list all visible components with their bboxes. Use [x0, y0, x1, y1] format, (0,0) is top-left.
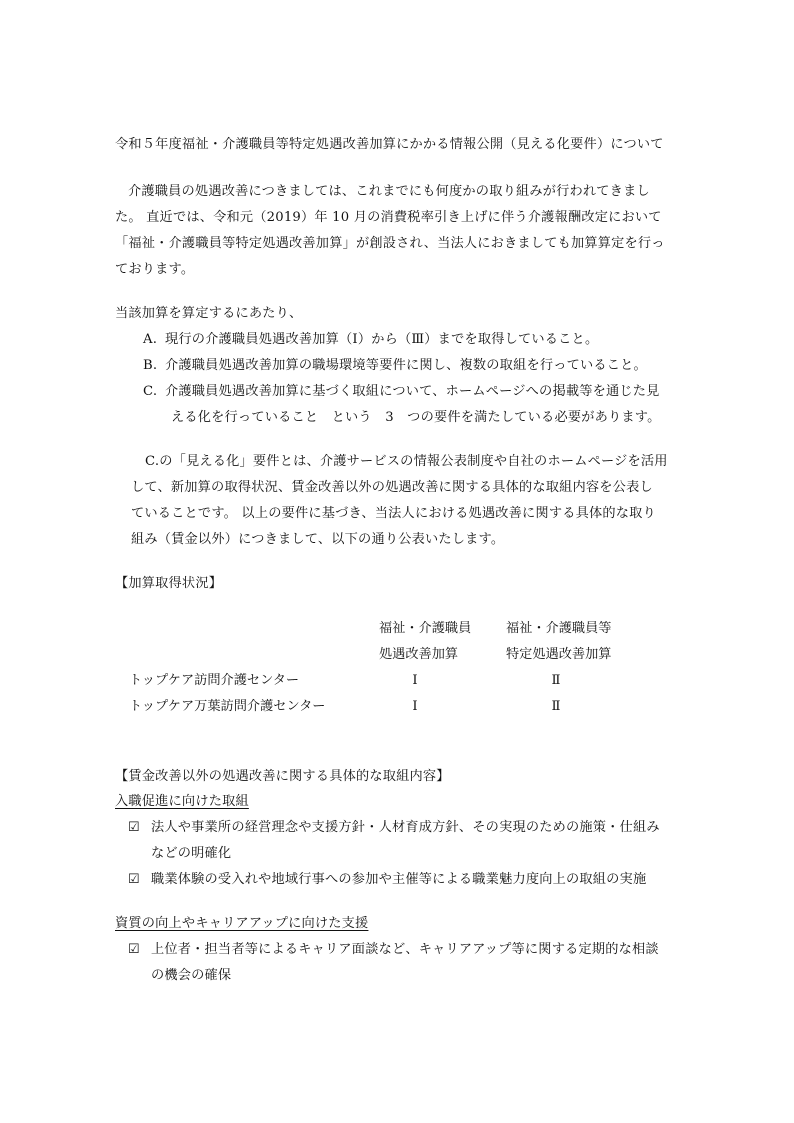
- table-header-2-line-2: 特定処遇改善加算: [506, 647, 612, 662]
- checkbox-checked-icon: ☑: [128, 872, 140, 887]
- requirement-c-text-2: える化を行っていること という 3 つの要件を満たしている必要があります。: [171, 410, 661, 425]
- c-paragraph-line-3: ていることです。 以上の要件に基づき、当法人における処遇改善に関する具体的な取り: [131, 506, 656, 521]
- measure-2-text-1: 職業体験の受入れや地域行事への参加や主催等による職業魅力度向上の取組の実施: [151, 872, 647, 887]
- requirement-c-text-1: 介護職員処遇改善加算に基づく取組について、ホームページへの掲載等を通じた見: [165, 384, 660, 399]
- table-header-2-line-1: 福祉・介護職員等: [506, 621, 612, 636]
- requirements-lead: 当該加算を算定するにあたり、: [115, 306, 303, 321]
- table-row-2-name: トップケア万葉訪問介護センター: [129, 699, 326, 714]
- requirement-a-mark: A.: [143, 332, 158, 347]
- intro-line-1: 介護職員の処遇改善につきましては、これまでにも何度かの取り組みが行われてきまし: [128, 184, 650, 199]
- section-title-recruitment: 入職促進に向けた取組: [115, 794, 249, 809]
- measure-1-text-1: 法人や事業所の経営理念や支援方針・人材育成方針、その実現のための施策・仕組み: [151, 820, 660, 835]
- intro-line-3: 「福祉・介護職員等特定処遇改善加算」が創設され、当法人におきましても加算算定を行っ: [115, 236, 665, 251]
- checkbox-checked-icon: ☑: [128, 942, 140, 957]
- requirement-a-text: 現行の介護職員処遇改善加算（Ⅰ）から（Ⅲ）までを取得していること。: [165, 332, 599, 347]
- document-title: 令和５年度福祉・介護職員等特定処遇改善加算にかかる情報公開（見える化要件）について: [115, 137, 664, 152]
- c-paragraph-line-1: C.の「見える化」要件とは、介護サービスの情報公表制度や自社のホームページを活用: [145, 454, 668, 469]
- measure-3-text-1: 上位者・担当者等によるキャリア面談など、キャリアアップ等に関する定期的な相談: [151, 942, 659, 957]
- table-row-2-value-b: Ⅱ: [551, 699, 561, 714]
- intro-line-2: た。 直近では、令和元（2019）年 10 月の消費税率引き上げに伴う介護報酬改定において: [115, 210, 662, 225]
- status-heading: 【加算取得状況】: [115, 576, 223, 591]
- c-paragraph-line-4: 組み（賃金以外）につきまして、以下の通り公表いたします。: [131, 532, 505, 547]
- measure-3-text-2: の機会の確保: [151, 968, 232, 983]
- table-row-1-value-b: Ⅱ: [551, 673, 561, 688]
- requirement-b-text: 介護職員処遇改善加算の職場環境等要件に関し、複数の取組を行っていること。: [165, 358, 647, 373]
- table-row-1-value-a: Ⅰ: [412, 673, 418, 688]
- requirement-b-mark: B.: [143, 358, 158, 373]
- c-paragraph-line-2: して、新加算の取得状況、賃金改善以外の処遇改善に関する具体的な取組内容を公表し: [131, 480, 653, 495]
- measures-heading: 【賃金改善以外の処遇改善に関する具体的な取組内容】: [115, 769, 450, 784]
- section-title-career: 資質の向上やキャリアアップに向けた支援: [115, 916, 369, 931]
- table-header-1-line-1: 福祉・介護職員: [379, 621, 472, 636]
- table-row-1-name: トップケア訪問介護センター: [129, 673, 300, 688]
- checkbox-checked-icon: ☑: [128, 820, 140, 835]
- intro-line-4: ております。: [115, 262, 195, 277]
- measure-1-text-2: などの明確化: [151, 846, 232, 861]
- table-header-1-line-2: 処遇改善加算: [379, 647, 459, 662]
- table-row-2-value-a: Ⅰ: [412, 699, 418, 714]
- requirement-c-mark: C.: [143, 384, 158, 399]
